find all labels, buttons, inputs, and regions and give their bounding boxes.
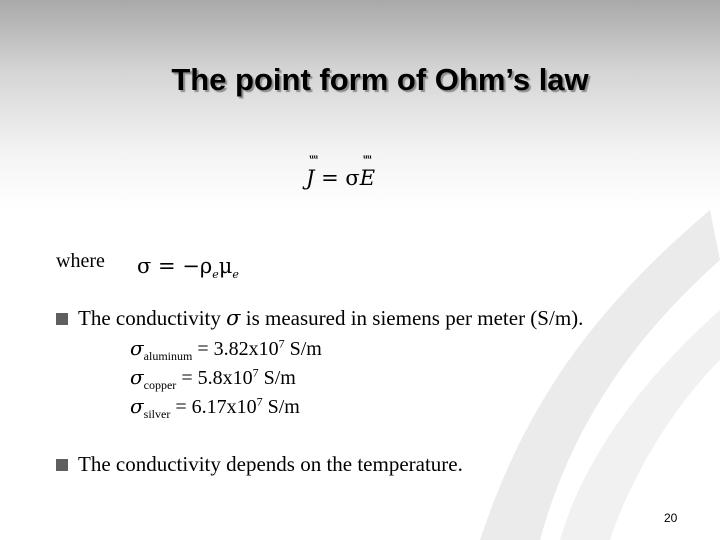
material-name: copper: [143, 378, 177, 392]
rho-symbol: ρ: [199, 254, 213, 278]
exponent: 7: [252, 365, 259, 380]
unit: S/m: [284, 338, 322, 360]
square-bullet-icon: [56, 459, 68, 471]
equals-negative: = −: [151, 254, 200, 278]
square-bullet-icon: [56, 313, 68, 325]
bullet-text: The conductivity depends on the temperature.: [78, 452, 463, 476]
conductivity-equation: [137, 254, 239, 281]
exponent: 7: [278, 336, 285, 351]
conductivity-value: = 3.82x10: [192, 338, 279, 360]
conductivity-value: = 6.17x10: [170, 396, 257, 418]
slide-title: The point form of Ohm’s law: [171, 62, 589, 97]
sigma-symbol: σ: [137, 254, 152, 278]
bullet-text-after: is measured in siemens per meter (S/m).: [240, 306, 584, 330]
sigma-symbol: σ: [226, 306, 241, 330]
material-name: aluminum: [143, 349, 193, 363]
electric-field-symbol: E: [359, 166, 376, 190]
sigma-symbol: σ: [345, 166, 360, 190]
conductivity-value: = 5.8x10: [176, 367, 253, 389]
equals-sign: =: [314, 166, 346, 190]
unit: S/m: [258, 367, 296, 389]
material-name: silver: [143, 407, 171, 421]
conductivity-aluminum: [130, 336, 322, 364]
page-number: 20: [664, 511, 678, 525]
electric-field-vector: [359, 154, 376, 190]
unit: S/m: [262, 396, 300, 418]
ohms-law-equation: [306, 154, 376, 190]
mu-subscript: e: [232, 268, 239, 282]
vector-arrow-icon: ᵘᵘ: [362, 154, 372, 165]
background-swoosh-decoration: [460, 200, 720, 540]
current-density-symbol: J: [306, 166, 315, 190]
bullet-text-before: The conductivity: [78, 306, 227, 330]
current-density-vector: [306, 154, 318, 190]
bullet-text: [78, 306, 583, 331]
mu-symbol: μ: [218, 254, 233, 278]
sigma-symbol: σ: [130, 336, 144, 360]
bullet-conductivity-units: [56, 306, 583, 331]
exponent: 7: [256, 394, 263, 409]
conductivity-copper: [130, 365, 296, 393]
rho-subscript: e: [212, 268, 219, 282]
vector-arrow-icon: ᵘᵘ: [309, 154, 318, 165]
sigma-symbol: σ: [130, 394, 144, 418]
bullet-temperature-dependence: [56, 452, 463, 477]
where-label: where: [56, 250, 105, 272]
sigma-symbol: σ: [130, 365, 144, 389]
conductivity-silver: [130, 394, 300, 422]
